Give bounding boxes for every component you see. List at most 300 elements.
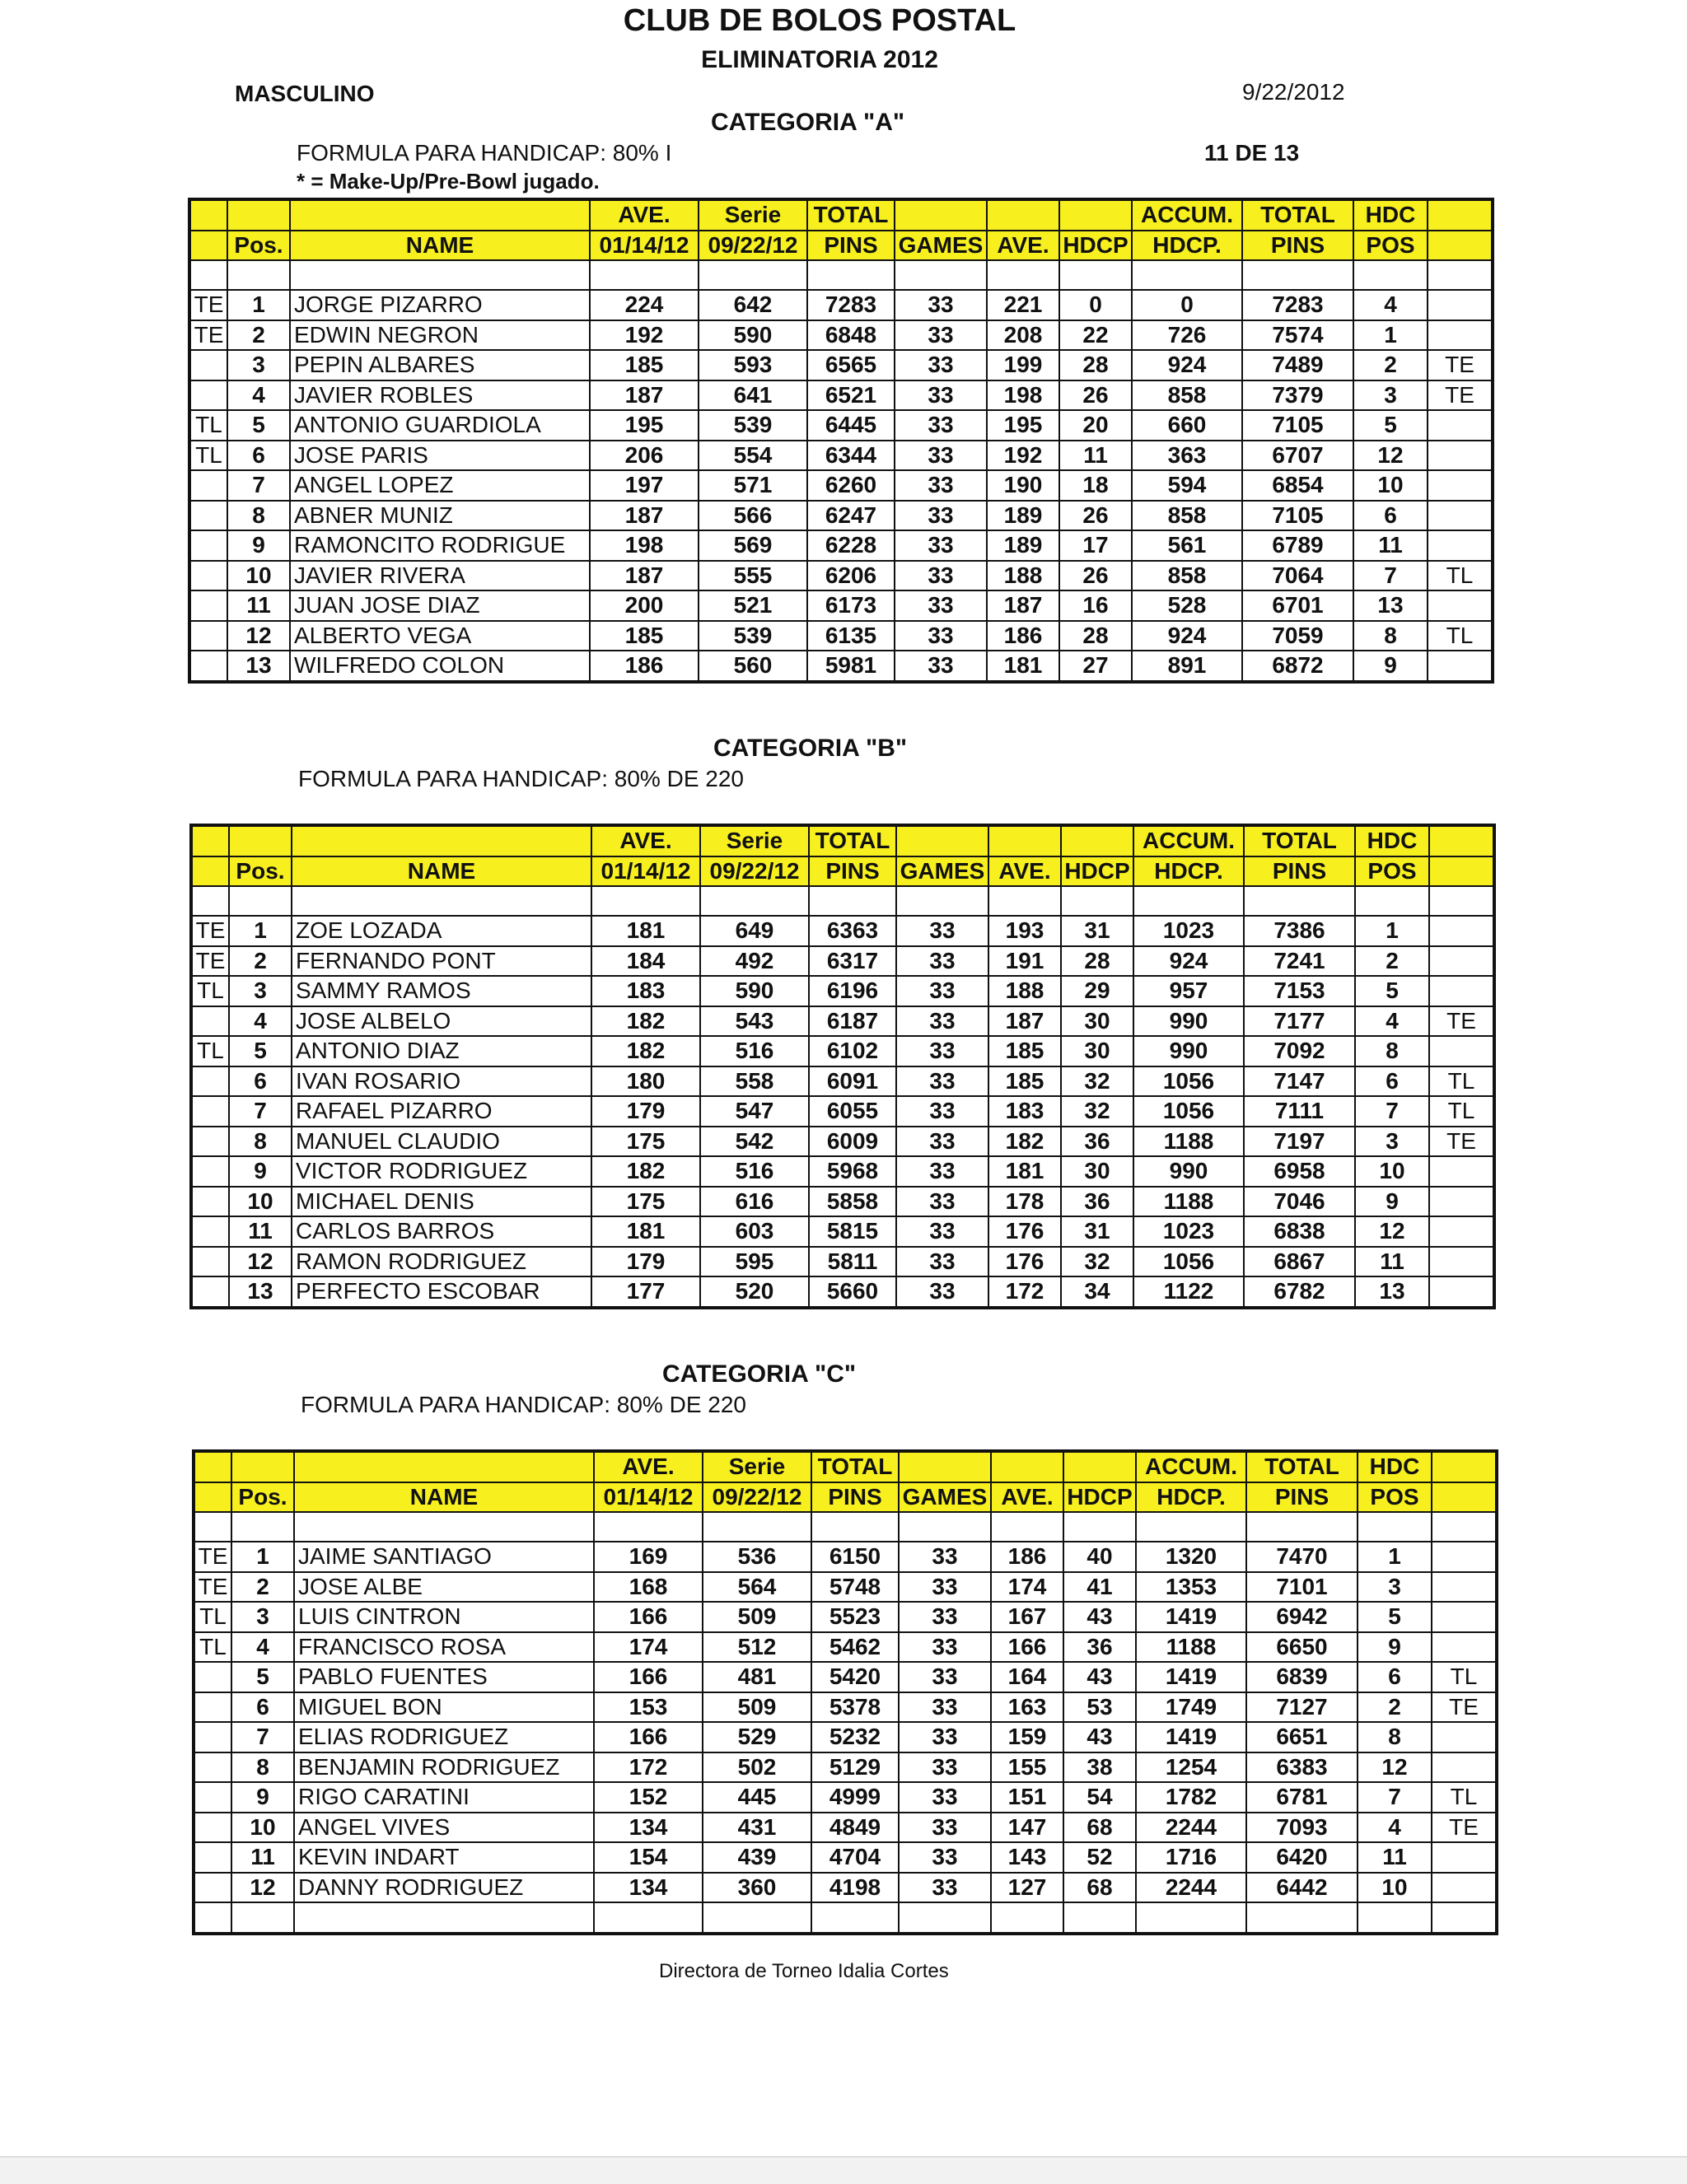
ave-cell: 187 [590,561,699,591]
accum-hdcp-cell: 528 [1132,590,1242,621]
ave-cell: 197 [590,470,699,501]
accum-hdcp-cell: 1782 [1136,1782,1246,1813]
pos-cell: 5 [231,1662,294,1692]
ave-cell: 183 [591,976,700,1006]
hdc-pos-cell: 7 [1353,561,1428,591]
empty-cell [594,1512,703,1542]
ave-cell: 166 [594,1602,703,1632]
ave-cell: 182 [591,1156,700,1187]
ave-current-cell: 174 [991,1572,1063,1603]
serie-cell: 554 [699,441,807,471]
ave-current-cell: 185 [988,1066,1061,1097]
total-pins-cell: 5462 [811,1632,899,1663]
category-c-table [192,1449,1498,1935]
ave-current-cell: 176 [988,1247,1061,1277]
hdcp-cell: 30 [1061,1156,1133,1187]
empty-cell [899,1902,991,1934]
table-row [189,530,1493,561]
empty-cell [809,886,896,916]
mark-left-cell [194,1813,231,1843]
column-header-mark-right [1432,1482,1497,1513]
column-header-accum-hdcp: HDCP. [1132,231,1242,261]
pos-cell: 1 [229,916,292,946]
total-pins-hdcp-cell: 7101 [1246,1572,1358,1603]
ave-cell: 185 [590,350,699,380]
column-header-ave-current [988,825,1061,856]
pos-cell: 7 [227,470,290,501]
column-header-hdcp [1063,1451,1136,1482]
ave-cell: 185 [590,621,699,651]
pos-cell: 4 [227,380,290,411]
empty-cell [591,886,700,916]
hdcp-cell: 41 [1063,1572,1136,1603]
games-cell: 33 [899,1692,991,1723]
games-cell: 33 [899,1542,991,1572]
total-pins-hdcp-cell: 7105 [1242,410,1353,441]
total-pins-cell: 6206 [807,561,895,591]
empty-cell [1063,1512,1136,1542]
total-pins-cell: 6228 [807,530,895,561]
pos-cell: 9 [227,530,290,561]
empty-cell [896,886,988,916]
pos-cell: 6 [231,1692,294,1723]
serie-cell: 590 [700,976,809,1006]
table-row [189,320,1493,351]
column-header-hdcp: HDCP [1059,231,1132,261]
total-pins-cell: 6055 [809,1096,896,1127]
column-header-ave: AVE. [594,1451,703,1482]
serie-cell: 542 [700,1127,809,1157]
serie-cell: 529 [703,1722,811,1752]
accum-hdcp-cell: 1056 [1133,1247,1244,1277]
name-cell: PEPIN ALBARES [290,350,590,380]
hdcp-cell: 22 [1059,320,1132,351]
games-cell: 33 [895,470,987,501]
table-row [189,380,1493,411]
total-pins-cell: 6565 [807,350,895,380]
name-cell: PABLO FUENTES [294,1662,594,1692]
hdcp-cell: 36 [1063,1632,1136,1663]
total-pins-cell: 5660 [809,1276,896,1308]
total-pins-hdcp-cell: 7046 [1244,1187,1355,1217]
accum-hdcp-cell: 1716 [1136,1842,1246,1873]
empty-cell [189,260,227,290]
column-header-mark-right [1428,199,1493,231]
total-pins-cell: 6260 [807,470,895,501]
table-row [194,1692,1497,1723]
mark-left-cell [191,1276,229,1308]
name-cell: CARLOS BARROS [292,1216,591,1247]
accum-hdcp-cell: 0 [1132,290,1242,320]
hdc-pos-cell: 3 [1355,1127,1429,1157]
total-pins-hdcp-cell: 6958 [1244,1156,1355,1187]
ave-current-cell: 188 [987,561,1059,591]
total-pins-hdcp-cell: 7105 [1242,501,1353,531]
empty-cell [1061,886,1133,916]
ave-current-cell: 195 [987,410,1059,441]
total-pins-hdcp-cell: 7283 [1242,290,1353,320]
column-header-ave-current: AVE. [991,1482,1063,1513]
total-pins-hdcp-cell: 7177 [1244,1006,1355,1037]
column-header-pos [227,199,290,231]
mark-left-cell [191,1127,229,1157]
column-header-accum-hdcp: HDCP. [1133,856,1244,887]
games-cell: 33 [899,1873,991,1903]
column-header-serie: Serie [703,1451,811,1482]
mark-left-cell: TE [191,916,229,946]
pos-cell: 7 [229,1096,292,1127]
empty-row [194,1902,1497,1934]
tournament-director: Directora de Torneo Idalia Cortes [659,1960,949,1982]
mark-left-cell: TL [194,1602,231,1632]
games-cell: 33 [895,651,987,682]
serie-cell: 431 [703,1813,811,1843]
total-pins-cell: 4198 [811,1873,899,1903]
category-b-title: CATEGORIA "B" [713,735,908,762]
hdc-pos-cell: 9 [1353,651,1428,682]
hdc-pos-cell: 8 [1353,621,1428,651]
accum-hdcp-cell: 990 [1133,1036,1244,1066]
pos-cell: 3 [227,350,290,380]
column-header-name: NAME [292,856,591,887]
mark-left-cell: TE [194,1542,231,1572]
ave-cell: 192 [590,320,699,351]
mark-left-cell [189,530,227,561]
ave-current-cell: 164 [991,1662,1063,1692]
total-pins-cell: 6196 [809,976,896,1006]
games-cell: 33 [895,561,987,591]
games-cell: 33 [895,621,987,651]
pos-cell: 6 [227,441,290,471]
column-header-mark-left [191,825,229,856]
pos-cell: 6 [229,1066,292,1097]
empty-cell [1132,260,1242,290]
ave-current-cell: 189 [987,501,1059,531]
mark-left-cell [191,1006,229,1037]
total-pins-hdcp-cell: 7386 [1244,916,1355,946]
empty-cell [1432,1512,1497,1542]
empty-cell [292,886,591,916]
mark-right-cell [1429,1187,1494,1217]
table-row [191,976,1494,1006]
hdcp-cell: 0 [1059,290,1132,320]
column-header-hdcp: HDCP [1061,856,1133,887]
serie-cell: 521 [699,590,807,621]
accum-hdcp-cell: 1254 [1136,1752,1246,1783]
hdc-pos-cell: 5 [1353,410,1428,441]
games-cell: 33 [899,1752,991,1783]
empty-cell [991,1902,1063,1934]
accum-hdcp-cell: 660 [1132,410,1242,441]
ave-current-cell: 181 [987,651,1059,682]
games-cell: 33 [896,1187,988,1217]
mark-right-cell [1429,976,1494,1006]
hdcp-cell: 31 [1061,1216,1133,1247]
pos-cell: 9 [231,1782,294,1813]
column-header-serie: 09/22/12 [703,1482,811,1513]
column-header-total-pins-hdcp: TOTAL [1244,825,1355,856]
ave-cell: 181 [591,916,700,946]
total-pins-hdcp-cell: 7470 [1246,1542,1358,1572]
total-pins-cell: 6848 [807,320,895,351]
column-header-accum-hdcp: ACCUM. [1133,825,1244,856]
mark-right-cell [1428,320,1493,351]
accum-hdcp-cell: 924 [1132,350,1242,380]
empty-cell [700,886,809,916]
ave-cell: 206 [590,441,699,471]
empty-cell [811,1512,899,1542]
total-pins-hdcp-cell: 6838 [1244,1216,1355,1247]
pos-cell: 10 [231,1813,294,1843]
games-cell: 33 [896,1216,988,1247]
table-row [189,621,1493,651]
column-header-mark-right [1429,856,1494,887]
name-cell: JOSE ALBE [294,1572,594,1603]
empty-cell [699,260,807,290]
total-pins-hdcp-cell: 7241 [1244,946,1355,977]
name-cell: KEVIN INDART [294,1842,594,1873]
ave-current-cell: 178 [988,1187,1061,1217]
games-cell: 33 [895,590,987,621]
total-pins-hdcp-cell: 6854 [1242,470,1353,501]
ave-cell: 134 [594,1813,703,1843]
column-header-total-pins: TOTAL [809,825,896,856]
hdcp-cell: 18 [1059,470,1132,501]
empty-cell [1429,886,1494,916]
ave-cell: 177 [591,1276,700,1308]
mark-right-cell: TE [1432,1813,1497,1843]
hdc-pos-cell: 12 [1353,441,1428,471]
makeup-note: * = Make-Up/Pre-Bowl jugado. [297,169,600,194]
column-header-total-pins: PINS [807,231,895,261]
name-cell: JAVIER ROBLES [290,380,590,411]
ave-cell: 169 [594,1542,703,1572]
total-pins-cell: 5232 [811,1722,899,1752]
total-pins-cell: 5748 [811,1572,899,1603]
table-row [189,590,1493,621]
ave-current-cell: 159 [991,1722,1063,1752]
accum-hdcp-cell: 1419 [1136,1662,1246,1692]
mark-right-cell [1432,1873,1497,1903]
ave-cell: 184 [591,946,700,977]
header-row [194,1482,1497,1513]
total-pins-cell: 6091 [809,1066,896,1097]
empty-cell [1136,1902,1246,1934]
column-header-hdc-pos: HDC [1358,1451,1432,1482]
column-header-mark-left [194,1482,231,1513]
empty-cell [194,1512,231,1542]
ave-current-cell: 147 [991,1813,1063,1843]
mark-left-cell [191,1247,229,1277]
total-pins-cell: 6187 [809,1006,896,1037]
column-header-ave-current [987,199,1059,231]
total-pins-hdcp-cell: 7059 [1242,621,1353,651]
mark-left-cell: TL [194,1632,231,1663]
total-pins-hdcp-cell: 6867 [1244,1247,1355,1277]
hdcp-cell: 30 [1061,1006,1133,1037]
mark-right-cell [1432,1722,1497,1752]
mark-right-cell: TE [1428,350,1493,380]
category-c-formula: FORMULA PARA HANDICAP: 80% DE 220 [301,1392,746,1417]
mark-left-cell [194,1722,231,1752]
serie-cell: 516 [700,1036,809,1066]
total-pins-cell: 6363 [809,916,896,946]
name-cell: ABNER MUNIZ [290,501,590,531]
total-pins-hdcp-cell: 7153 [1244,976,1355,1006]
games-cell: 33 [899,1572,991,1603]
pos-cell: 2 [227,320,290,351]
mark-left-cell: TE [189,290,227,320]
ave-cell: 182 [591,1036,700,1066]
table-row [191,1276,1494,1308]
table-row [194,1813,1497,1843]
accum-hdcp-cell: 891 [1132,651,1242,682]
games-cell: 33 [899,1813,991,1843]
hdc-pos-cell: 5 [1358,1602,1432,1632]
header-row [189,199,1493,231]
total-pins-cell: 5523 [811,1602,899,1632]
total-pins-hdcp-cell: 6701 [1242,590,1353,621]
games-cell: 33 [896,1096,988,1127]
hdc-pos-cell: 7 [1358,1782,1432,1813]
column-header-ave: 01/14/12 [594,1482,703,1513]
column-header-hdcp [1061,825,1133,856]
table-row [191,916,1494,946]
total-pins-hdcp-cell: 7147 [1244,1066,1355,1097]
mark-left-cell [189,561,227,591]
serie-cell: 512 [703,1632,811,1663]
table-row [194,1722,1497,1752]
ave-current-cell: 166 [991,1632,1063,1663]
total-pins-hdcp-cell: 7127 [1246,1692,1358,1723]
page-subtitle: ELIMINATORIA 2012 [701,46,938,73]
ave-current-cell: 172 [988,1276,1061,1308]
empty-cell [290,260,590,290]
ave-cell: 166 [594,1662,703,1692]
hdcp-cell: 52 [1063,1842,1136,1873]
mark-left-cell: TE [189,320,227,351]
mark-right-cell [1428,470,1493,501]
mark-left-cell [191,1096,229,1127]
mark-left-cell [194,1782,231,1813]
table-row [189,290,1493,320]
mark-right-cell [1429,1276,1494,1308]
hdc-pos-cell: 13 [1353,590,1428,621]
total-pins-cell: 4704 [811,1842,899,1873]
name-cell: JUAN JOSE DIAZ [290,590,590,621]
mark-left-cell: TL [189,441,227,471]
serie-cell: 566 [699,501,807,531]
accum-hdcp-cell: 1419 [1136,1602,1246,1632]
total-pins-cell: 6247 [807,501,895,531]
hdcp-cell: 26 [1059,380,1132,411]
games-cell: 33 [895,501,987,531]
games-cell: 33 [896,1276,988,1308]
pos-cell: 11 [229,1216,292,1247]
column-header-total-pins: TOTAL [807,199,895,231]
ave-current-cell: 163 [991,1692,1063,1723]
total-pins-hdcp-cell: 6420 [1246,1842,1358,1873]
column-header-hdc-pos: HDC [1355,825,1429,856]
name-cell: JAVIER RIVERA [290,561,590,591]
total-pins-hdcp-cell: 6782 [1244,1276,1355,1308]
hdc-pos-cell: 6 [1353,501,1428,531]
name-cell: ANTONIO GUARDIOLA [290,410,590,441]
pos-cell: 5 [227,410,290,441]
table-row [191,1036,1494,1066]
ave-current-cell: 186 [991,1542,1063,1572]
spacer-row [189,260,1493,290]
hdc-pos-cell: 10 [1358,1873,1432,1903]
ave-current-cell: 192 [987,441,1059,471]
total-pins-cell: 5420 [811,1662,899,1692]
header-row [189,231,1493,261]
pos-cell: 8 [231,1752,294,1783]
mark-right-cell: TE [1428,380,1493,411]
hdc-pos-cell: 7 [1355,1096,1429,1127]
empty-cell [294,1512,594,1542]
empty-cell [1355,886,1429,916]
empty-cell [988,886,1061,916]
total-pins-cell: 6102 [809,1036,896,1066]
column-header-mark-left [194,1451,231,1482]
accum-hdcp-cell: 990 [1133,1006,1244,1037]
mark-right-cell [1429,946,1494,977]
ave-cell: 175 [591,1187,700,1217]
ave-current-cell: 186 [987,621,1059,651]
column-header-hdcp [1059,199,1132,231]
hdc-pos-cell: 4 [1355,1006,1429,1037]
hdcp-cell: 26 [1059,561,1132,591]
mark-left-cell [194,1752,231,1783]
games-cell: 33 [895,320,987,351]
mark-left-cell [189,621,227,651]
accum-hdcp-cell: 1188 [1133,1127,1244,1157]
hdc-pos-cell: 4 [1358,1813,1432,1843]
hdc-pos-cell: 1 [1353,320,1428,351]
total-pins-hdcp-cell: 7093 [1246,1813,1358,1843]
total-pins-cell: 6445 [807,410,895,441]
column-header-ave-current [991,1451,1063,1482]
column-header-mark-left [189,231,227,261]
hdc-pos-cell: 9 [1355,1187,1429,1217]
ave-cell: 224 [590,290,699,320]
serie-cell: 569 [699,530,807,561]
serie-cell: 445 [703,1782,811,1813]
table-row [194,1662,1497,1692]
column-header-pos: Pos. [227,231,290,261]
total-pins-cell: 6344 [807,441,895,471]
total-pins-hdcp-cell: 6789 [1242,530,1353,561]
serie-cell: 536 [703,1542,811,1572]
empty-cell [1358,1902,1432,1934]
pos-cell: 3 [229,976,292,1006]
hdc-pos-cell: 13 [1355,1276,1429,1308]
empty-cell [194,1902,231,1934]
table-row [189,441,1493,471]
column-header-hdc-pos: HDC [1353,199,1428,231]
column-header-games [899,1451,991,1482]
division-label: MASCULINO [235,81,375,106]
total-pins-cell: 6009 [809,1127,896,1157]
serie-cell: 649 [700,916,809,946]
hdc-pos-cell: 11 [1355,1247,1429,1277]
hdcp-cell: 31 [1061,916,1133,946]
hdcp-cell: 28 [1059,350,1132,380]
table-row [191,1127,1494,1157]
empty-cell [590,260,699,290]
mark-right-cell [1428,530,1493,561]
